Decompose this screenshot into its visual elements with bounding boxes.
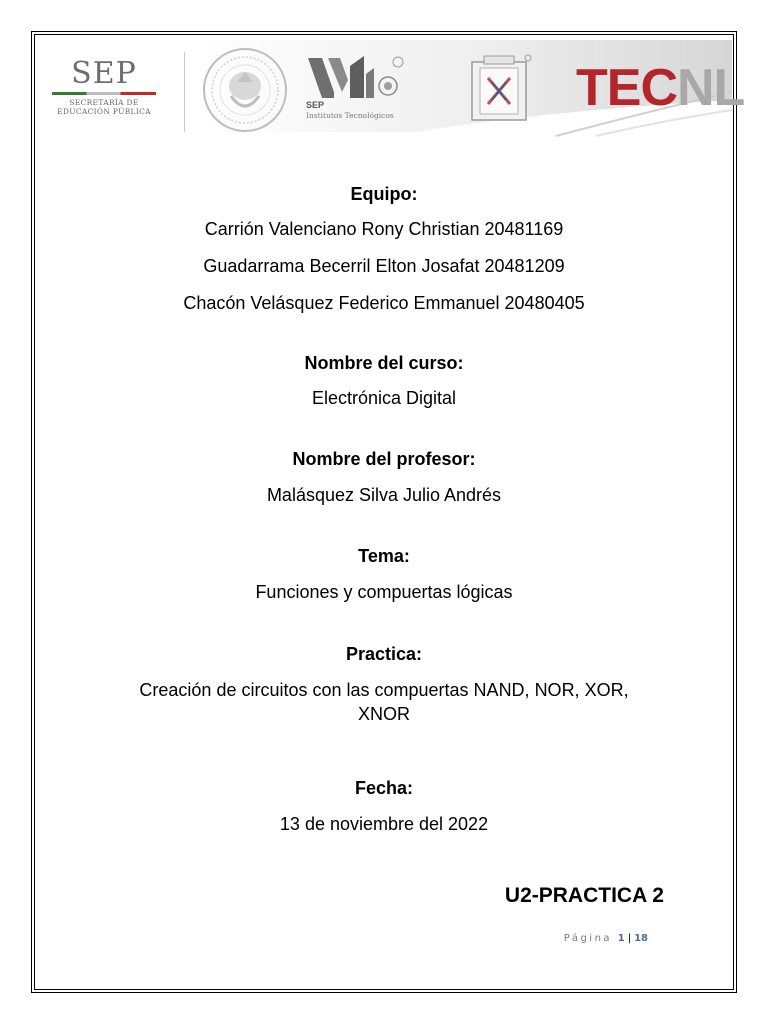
curso-value: Electrónica Digital [311, 388, 457, 408]
sep-logo-sub-2: EDUCACIÓN PÚBLICA [57, 107, 151, 116]
logo-divider [184, 52, 185, 132]
tema-value: Funciones y compuertas lógicas [255, 582, 513, 602]
sep-logo-sub-1: SECRETARÍA DE [69, 98, 139, 107]
sep-logo-tricolor-line [52, 92, 156, 95]
document-title: U2-PRACTICA 2 [504, 884, 664, 907]
curso-heading: Nombre del curso: [304, 353, 464, 373]
page-number [564, 933, 648, 944]
sep-institutos-word: SEP [306, 100, 325, 110]
equipo-member-2: Guadarrama Becerril Elton Josafat 20481209 [203, 256, 565, 276]
profesor-value: Malásquez Silva Julio Andrés [266, 485, 502, 505]
equipo-member-1: Carrión Valenciano Rony Christian 20481169 [204, 219, 564, 239]
tecnl-logo-nl: NL [677, 59, 745, 117]
tecnl-logo [576, 60, 744, 116]
tec-emblem-icon [466, 52, 536, 124]
page-label: Página [563, 933, 613, 944]
tema-heading: Tema: [358, 546, 410, 566]
profesor-heading: Nombre del profesor: [292, 449, 476, 469]
sep-logo [42, 58, 166, 116]
fecha-heading: Fecha: [354, 778, 414, 798]
national-seal-icon [201, 46, 289, 134]
page-total: 18 [634, 933, 648, 944]
sep-institutos-sub: Institutos Tecnológicos [306, 111, 394, 120]
header-banner [36, 40, 745, 138]
practica-value-line-1: Creación de circuitos con las compuertas NAND, NOR, XOR, [139, 680, 629, 700]
equipo-heading: Equipo: [350, 184, 418, 204]
practica-value-line-2: XNOR [357, 704, 410, 724]
page-border-inner [34, 34, 734, 990]
practica-heading: Practica: [345, 644, 423, 664]
tecnl-logo-tec: TEC [576, 59, 677, 117]
page-current: 1 [617, 933, 625, 944]
equipo-member-3: Chacón Velásquez Federico Emmanuel 20480405 [183, 293, 585, 313]
sep-logo-word: SEP [71, 56, 137, 91]
page-separator: | [627, 933, 632, 944]
fecha-value: 13 de noviembre del 2022 [279, 814, 489, 834]
